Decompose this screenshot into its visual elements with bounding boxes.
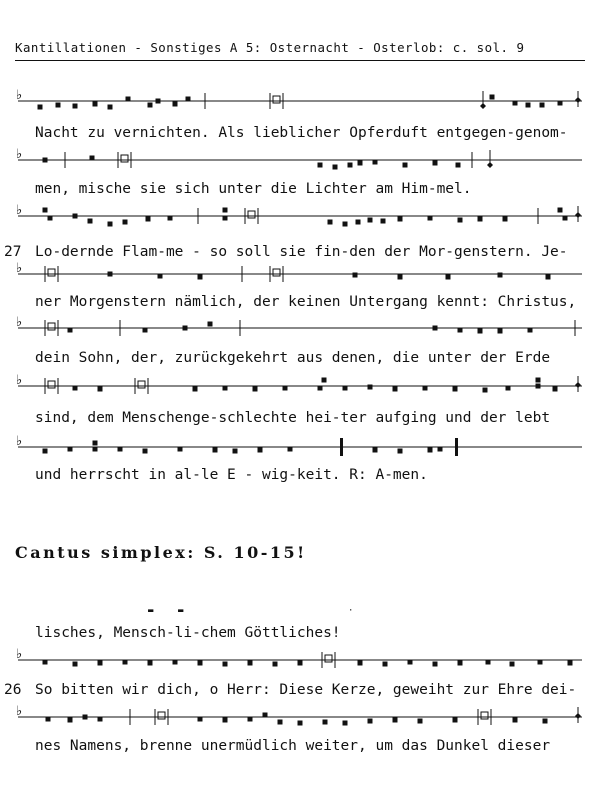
neume-note-icon bbox=[323, 720, 328, 725]
neume-note-icon bbox=[428, 448, 433, 453]
verse-number: 26 bbox=[4, 682, 22, 698]
neume-fragment: ▬ bbox=[178, 606, 184, 616]
neume-note-icon bbox=[343, 721, 348, 726]
flat-icon: ♭ bbox=[16, 88, 23, 103]
neume-note-icon bbox=[73, 104, 78, 109]
neume-note-icon bbox=[68, 718, 73, 723]
neume-note-icon bbox=[526, 103, 531, 108]
lyric-text: dein Sohn, der, zurückgekehrt aus denen, die unter der Erde bbox=[35, 350, 551, 366]
neume-note-icon bbox=[438, 447, 443, 452]
chant-staff bbox=[0, 201, 600, 231]
neume-note-icon bbox=[558, 101, 563, 106]
neume-note-icon bbox=[48, 216, 53, 221]
neume-note-icon bbox=[513, 718, 518, 723]
neume-note-icon bbox=[318, 163, 323, 168]
neume-note-icon bbox=[453, 718, 458, 723]
neume-note-icon bbox=[98, 387, 103, 392]
neume-note-icon bbox=[553, 387, 558, 392]
chant-staff bbox=[0, 432, 600, 462]
neume-note-icon bbox=[393, 387, 398, 392]
neume-note-icon bbox=[288, 447, 293, 452]
neume-note-icon bbox=[223, 208, 228, 213]
neume-note-icon bbox=[456, 163, 461, 168]
neume-note-icon bbox=[108, 105, 113, 110]
custos-icon bbox=[487, 150, 493, 168]
flat-icon: ♭ bbox=[16, 704, 23, 719]
neume-note-icon bbox=[298, 661, 303, 666]
neume-note-icon bbox=[258, 448, 263, 453]
neume-note-icon bbox=[358, 161, 363, 166]
flat-icon: ♭ bbox=[16, 647, 23, 662]
neume-note-icon bbox=[433, 161, 438, 166]
neume-note-icon bbox=[458, 661, 463, 666]
chant-staff bbox=[0, 645, 600, 675]
neume-note-icon bbox=[98, 661, 103, 666]
neume-note-icon bbox=[528, 328, 533, 333]
neume-note-icon bbox=[368, 218, 373, 223]
custos-icon bbox=[575, 91, 581, 107]
neume-note-icon bbox=[486, 660, 491, 665]
neume-note-icon bbox=[148, 661, 153, 666]
neume-note-icon bbox=[478, 217, 483, 222]
neume-note-icon bbox=[73, 662, 78, 667]
neume-note-icon bbox=[333, 165, 338, 170]
neume-note-icon bbox=[223, 216, 228, 221]
neume-note-icon bbox=[373, 160, 378, 165]
custos-icon bbox=[480, 91, 486, 109]
neume-note-icon bbox=[358, 661, 363, 666]
neume-note-icon bbox=[248, 661, 253, 666]
custos-icon bbox=[575, 707, 581, 723]
neume-note-icon bbox=[68, 447, 73, 452]
flat-icon: ♭ bbox=[16, 315, 23, 330]
neume-note-icon bbox=[123, 660, 128, 665]
lyric-text: ner Morgenstern nämlich, der keinen Untergang kennt: Christus, bbox=[35, 294, 577, 310]
neume-note-icon bbox=[393, 718, 398, 723]
neume-note-icon bbox=[213, 448, 218, 453]
neume-note-icon bbox=[68, 328, 73, 333]
neume-note-icon bbox=[328, 220, 333, 225]
neume-note-icon bbox=[83, 715, 88, 720]
flat-icon: ♭ bbox=[16, 373, 23, 388]
neume-note-icon bbox=[186, 97, 191, 102]
neume-note-icon bbox=[223, 386, 228, 391]
neume-note-icon bbox=[253, 387, 258, 392]
neume-note-icon bbox=[543, 719, 548, 724]
neume-note-icon bbox=[143, 328, 148, 333]
custos-icon bbox=[575, 206, 581, 222]
neume-note-icon bbox=[398, 449, 403, 454]
lyric-line bbox=[35, 738, 550, 754]
neume-fragment: · bbox=[348, 606, 354, 616]
neume-note-icon bbox=[506, 386, 511, 391]
neume-note-icon bbox=[90, 156, 95, 161]
neume-note-icon bbox=[73, 386, 78, 391]
neume-note-icon bbox=[408, 660, 413, 665]
neume-note-icon bbox=[158, 274, 163, 279]
neume-note-icon bbox=[322, 378, 327, 383]
section-title: Cantus simplex: S. 10-15! bbox=[15, 543, 307, 562]
neume-note-icon bbox=[38, 105, 43, 110]
neume-note-icon bbox=[318, 386, 323, 391]
neume-note-icon bbox=[173, 102, 178, 107]
neume-note-icon bbox=[343, 222, 348, 227]
neume-note-icon bbox=[278, 720, 283, 725]
neume-note-icon bbox=[248, 717, 253, 722]
neume-note-icon bbox=[373, 448, 378, 453]
chant-staff bbox=[0, 702, 600, 732]
neume-note-icon bbox=[446, 275, 451, 280]
neume-note-icon bbox=[538, 660, 543, 665]
neume-note-icon bbox=[433, 326, 438, 331]
custos-icon bbox=[575, 376, 581, 392]
neume-note-icon bbox=[558, 208, 563, 213]
lyric-text: men, mische sie sich unter die Lichter am Him-mel. bbox=[35, 181, 472, 197]
neume-note-icon bbox=[168, 216, 173, 221]
neume-note-icon bbox=[283, 386, 288, 391]
neume-note-icon bbox=[233, 449, 238, 454]
chant-staff bbox=[0, 145, 600, 175]
neume-note-icon bbox=[43, 208, 48, 213]
neume-note-icon bbox=[88, 219, 93, 224]
neume-note-icon bbox=[433, 662, 438, 667]
neume-note-icon bbox=[458, 218, 463, 223]
neume-note-icon bbox=[490, 95, 495, 100]
neume-note-icon bbox=[173, 660, 178, 665]
chant-staff bbox=[0, 259, 600, 289]
chant-staff bbox=[0, 86, 600, 116]
lyric-line bbox=[35, 125, 568, 141]
neume-note-icon bbox=[418, 719, 423, 724]
neume-note-icon bbox=[368, 719, 373, 724]
neume-note-icon bbox=[403, 163, 408, 168]
header-rule bbox=[15, 60, 585, 61]
neume-note-icon bbox=[93, 441, 98, 446]
flat-icon: ♭ bbox=[16, 147, 23, 162]
neume-note-icon bbox=[43, 660, 48, 665]
flat-icon: ♭ bbox=[16, 261, 23, 276]
neume-note-icon bbox=[208, 322, 213, 327]
neume-note-icon bbox=[108, 222, 113, 227]
lyric-text: Lo-dernde Flam-me - so soll sie fin-den der Mor-genstern. Je- bbox=[35, 244, 568, 260]
neume-note-icon bbox=[298, 721, 303, 726]
neume-note-icon bbox=[498, 329, 503, 334]
neume-note-icon bbox=[356, 220, 361, 225]
neume-note-icon bbox=[93, 447, 98, 452]
neume-note-icon bbox=[568, 661, 573, 666]
neume-note-icon bbox=[56, 103, 61, 108]
neume-note-icon bbox=[118, 447, 123, 452]
neume-note-icon bbox=[503, 217, 508, 222]
neume-note-icon bbox=[143, 449, 148, 454]
neume-note-icon bbox=[563, 216, 568, 221]
neume-note-icon bbox=[223, 662, 228, 667]
neume-note-icon bbox=[198, 275, 203, 280]
lyric-line bbox=[35, 625, 341, 641]
lyric-line bbox=[35, 467, 428, 483]
neume-note-icon bbox=[126, 97, 131, 102]
flat-icon: ♭ bbox=[16, 434, 23, 449]
neume-note-icon bbox=[453, 387, 458, 392]
neume-note-icon bbox=[223, 718, 228, 723]
neume-note-icon bbox=[273, 662, 278, 667]
neume-note-icon bbox=[536, 384, 541, 389]
neume-note-icon bbox=[348, 163, 353, 168]
neume-note-icon bbox=[458, 328, 463, 333]
neume-note-icon bbox=[398, 275, 403, 280]
neume-note-icon bbox=[183, 326, 188, 331]
neume-note-icon bbox=[193, 387, 198, 392]
neume-note-icon bbox=[198, 661, 203, 666]
double-barline-icon bbox=[340, 438, 343, 456]
neume-note-icon bbox=[353, 273, 358, 278]
page-header: Kantillationen - Sonstiges A 5: Osternacht - Osterlob: c. sol. 9 bbox=[15, 40, 525, 55]
neume-note-icon bbox=[398, 217, 403, 222]
chant-staff bbox=[0, 313, 600, 343]
neume-note-icon bbox=[536, 378, 541, 383]
neume-note-icon bbox=[483, 388, 488, 393]
flat-icon: ♭ bbox=[16, 203, 23, 218]
double-barline-icon bbox=[455, 438, 458, 456]
lyric-line bbox=[4, 244, 568, 260]
lyric-line bbox=[35, 294, 576, 310]
neume-note-icon bbox=[123, 220, 128, 225]
lyric-text: nes Namens, brenne unermüdlich weiter, um das Dunkel dieser bbox=[35, 738, 551, 754]
neume-note-icon bbox=[478, 329, 483, 334]
neume-note-icon bbox=[108, 272, 113, 277]
neume-note-icon bbox=[510, 662, 515, 667]
neume-note-icon bbox=[156, 99, 161, 104]
lyric-text: So bitten wir dich, o Herr: Diese Kerze, geweiht zur Ehre dei- bbox=[35, 682, 577, 698]
lyric-line bbox=[35, 410, 550, 426]
neume-note-icon bbox=[146, 217, 151, 222]
neume-note-icon bbox=[546, 275, 551, 280]
neume-note-icon bbox=[428, 216, 433, 221]
neume-note-icon bbox=[263, 713, 268, 718]
chant-staff bbox=[0, 371, 600, 401]
verse-number: 27 bbox=[4, 244, 22, 260]
lyric-text: sind, dem Menschenge-schlechte hei-ter aufging und der lebt bbox=[35, 410, 551, 426]
lyric-line bbox=[35, 181, 472, 197]
neume-note-icon bbox=[93, 102, 98, 107]
lyric-line bbox=[35, 350, 550, 366]
neume-note-icon bbox=[368, 385, 373, 390]
neume-note-icon bbox=[383, 662, 388, 667]
neume-note-icon bbox=[43, 449, 48, 454]
neume-note-icon bbox=[198, 717, 203, 722]
lyric-text: Nacht zu vernichten. Als lieblicher Opferduft entgegen-genom- bbox=[35, 125, 568, 141]
neume-note-icon bbox=[513, 101, 518, 106]
neume-note-icon bbox=[343, 386, 348, 391]
lyric-text: und herrscht in al-le E - wig-keit. R: A-men. bbox=[35, 467, 428, 483]
neume-note-icon bbox=[43, 158, 48, 163]
neume-fragment: ▬ bbox=[148, 606, 154, 616]
neume-note-icon bbox=[98, 717, 103, 722]
neume-note-icon bbox=[178, 447, 183, 452]
lyric-line bbox=[4, 682, 577, 698]
neume-note-icon bbox=[423, 386, 428, 391]
neume-note-icon bbox=[381, 219, 386, 224]
neume-note-icon bbox=[498, 273, 503, 278]
neume-note-icon bbox=[540, 103, 545, 108]
neume-note-icon bbox=[46, 717, 51, 722]
lyric-text: lisches, Mensch-li-chem Göttliches! bbox=[35, 625, 341, 641]
neume-note-icon bbox=[73, 214, 78, 219]
neume-note-icon bbox=[148, 103, 153, 108]
